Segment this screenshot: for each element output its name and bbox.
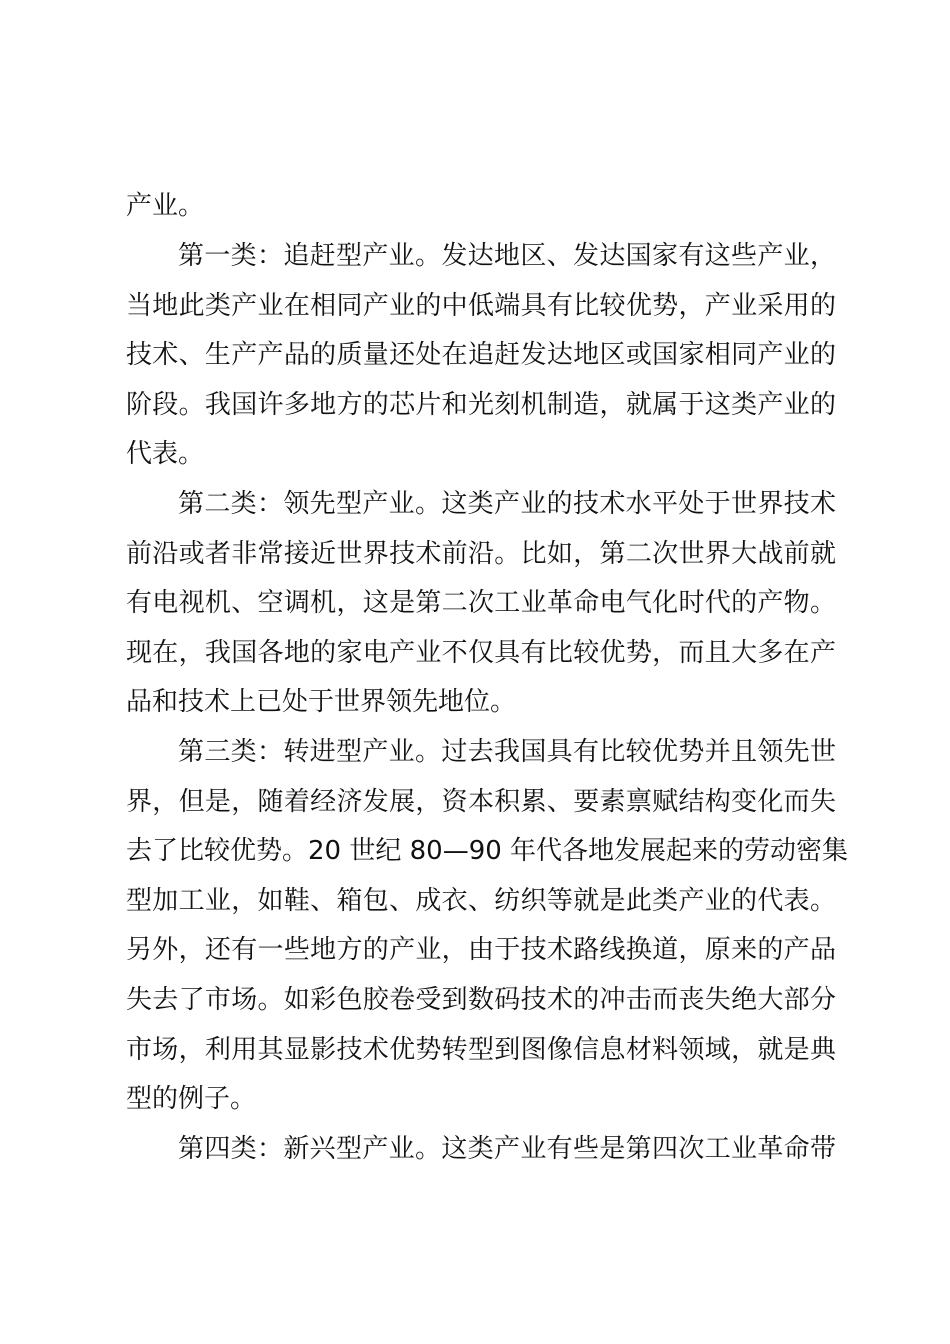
text-line: 另外，还有一些地方的产业，由于技术路线换道，原来的产品 bbox=[126, 935, 836, 965]
text-line: 型的例子。 bbox=[126, 1084, 257, 1114]
text-line: 第一类：追赶型产业。发达地区、发达国家有这些产业， bbox=[178, 241, 836, 271]
text-line: 前沿或者非常接近世界技术前沿。比如，第二次世界大战前就 bbox=[126, 539, 836, 569]
text-line: 现在，我国各地的家电产业不仅具有比较优势，而且大多在产 bbox=[126, 638, 836, 668]
text-line: 界，但是，随着经济发展，资本积累、要素禀赋结构变化而失 bbox=[126, 787, 836, 817]
text-line: 第四类：新兴型产业。这类产业有些是第四次工业革命带 bbox=[178, 1134, 836, 1164]
text-line: 代表。 bbox=[126, 439, 205, 469]
text-line: 产业。 bbox=[126, 191, 205, 221]
text-line: 失去了市场。如彩色胶卷受到数码技术的冲击而丧失绝大部分 bbox=[126, 985, 836, 1015]
text-line: 阶段。我国许多地方的芯片和光刻机制造，就属于这类产业的 bbox=[126, 390, 836, 420]
text-line: 第三类：转进型产业。过去我国具有比较优势并且领先世 bbox=[178, 737, 836, 767]
text-line: 去了比较优势。20 世纪 80—90 年代各地发展起来的劳动密集 bbox=[126, 836, 849, 866]
text-line: 型加工业，如鞋、箱包、成衣、纺织等就是此类产业的代表。 bbox=[126, 886, 836, 916]
text-line: 第二类：领先型产业。这类产业的技术水平处于世界技术 bbox=[178, 489, 836, 519]
text-line: 有电视机、空调机，这是第二次工业革命电气化时代的产物。 bbox=[126, 588, 836, 618]
text-line: 技术、生产产品的质量还处在追赶发达地区或国家相同产业的 bbox=[126, 340, 836, 370]
text-line: 市场，利用其显影技术优势转型到图像信息材料领域，就是典 bbox=[126, 1035, 836, 1065]
text-line: 当地此类产业在相同产业的中低端具有比较优势，产业采用的 bbox=[126, 291, 836, 321]
text-line: 品和技术上已处于世界领先地位。 bbox=[126, 687, 517, 717]
